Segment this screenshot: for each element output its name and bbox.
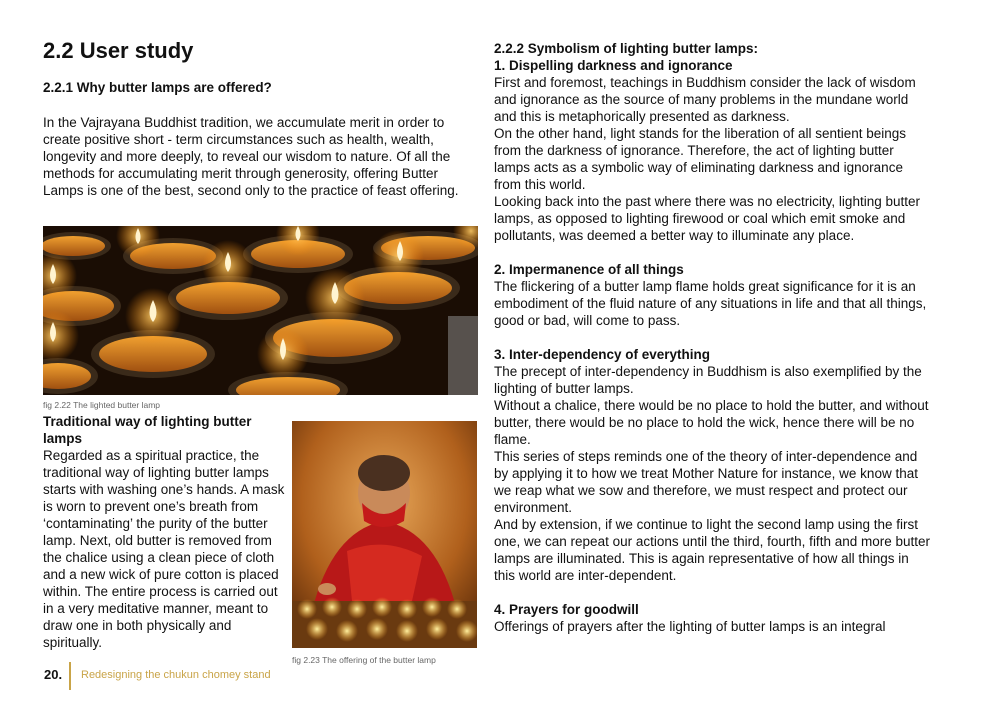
footer-divider (69, 662, 71, 690)
section-1-paragraph-1: First and foremost, teachings in Buddhism consider the lack of wisdom and ignorance as the source of many problems in the mundane world and this is metaphorically presented as darkness. (494, 75, 916, 124)
butter-lamps-photo (43, 226, 478, 395)
section-2-title: 2. Impermanence of all things (494, 262, 684, 277)
section-3-paragraph-3: This series of steps reminds one of the theory of inter-dependence and by applying it to how we treat Mother Nature for instance, we know that we reap what we sow and therefore, we must respect and protect our environment. (494, 449, 918, 515)
section-1-paragraph-2: On the other hand, light stands for the liberation of all sentient beings from the darkness of ignorance. Therefore, the act of lighting butter lamps acts as a symbolic way of eliminating darkness and ignorance from this world. (494, 126, 907, 192)
page-number: 20. (44, 667, 63, 682)
traditional-paragraph: Regarded as a spiritual practice, the traditional way of lighting butter lamps starts with washing one’s hands. A mask is worn to prevent one’s breath from ‘contaminating’ the purity of the butter lamp. Next, old butter is removed from the chalice using a clean piece of cloth and a new wick of pure cotton is placed within. The entire process is carried out in a very meditative manner, meant to draw one in both physically and spiritually. (43, 448, 285, 650)
section-3-title: 3. Inter-dependency of everything (494, 347, 711, 362)
section-subheading-why: 2.2.1 Why butter lamps are offered? (43, 80, 272, 95)
section-4-title: 4. Prayers for goodwill (494, 602, 639, 617)
section-3-paragraph-4: And by extension, if we continue to light the second lamp using the first one, we can repeat our actions until the third, fourth, fifth and more butter lamps are illuminated. This is again representative of how all things in this world are inter-dependent. (494, 517, 931, 583)
footer-title: Redesigning the chukun chomey stand (81, 669, 271, 681)
section-1-title: 1. Dispelling darkness and ignorance (494, 58, 733, 73)
intro-paragraph: In the Vajrayana Buddhist tradition, we accumulate merit in order to create positive short - term circumstances such as health, wealth, longevity and more deeply, to reveal our wisdom to nature. Of all the methods for accumulating merit through generosity, offering Butter Lamps is one of the best, second only to the practice of feast offering. (43, 115, 459, 198)
section-1-paragraph-3: Looking back into the past where there was no electricity, lighting butter lamps, as opposed to lighting firewood or coal which emit smoke and pollutants, was deemed a better way to illuminate any place. (494, 194, 920, 243)
figure-caption-offering: fig 2.23 The offering of the butter lamp (292, 655, 436, 665)
section-4-paragraph-1: Offerings of prayers after the lighting of butter lamps is an integral (494, 619, 886, 634)
right-column (494, 40, 930, 635)
symbolism-subheading: 2.2.2 Symbolism of lighting butter lamps: (494, 41, 759, 56)
section-2-paragraph-1: The flickering of a butter lamp flame holds great significance for it is an embodiment of the fluid nature of any situations in life and that all things, good or bad, will come to pass. (494, 279, 927, 328)
monk-offering-photo (292, 421, 477, 648)
section-3-paragraph-1: The precept of inter-dependency in Buddhism is also exemplified by the lighting of butter lamps. (494, 364, 922, 396)
page-title: 2.2 User study (43, 38, 194, 63)
section-3-paragraph-2: Without a chalice, there would be no place to hold the butter, and without butter, there would be no place to hold the wick, hence there will be no flame. (494, 398, 929, 447)
figure-caption-lighted-lamp: fig 2.22 The lighted butter lamp (43, 400, 161, 410)
traditional-heading: Traditional way of lighting butter lamps (43, 414, 252, 446)
